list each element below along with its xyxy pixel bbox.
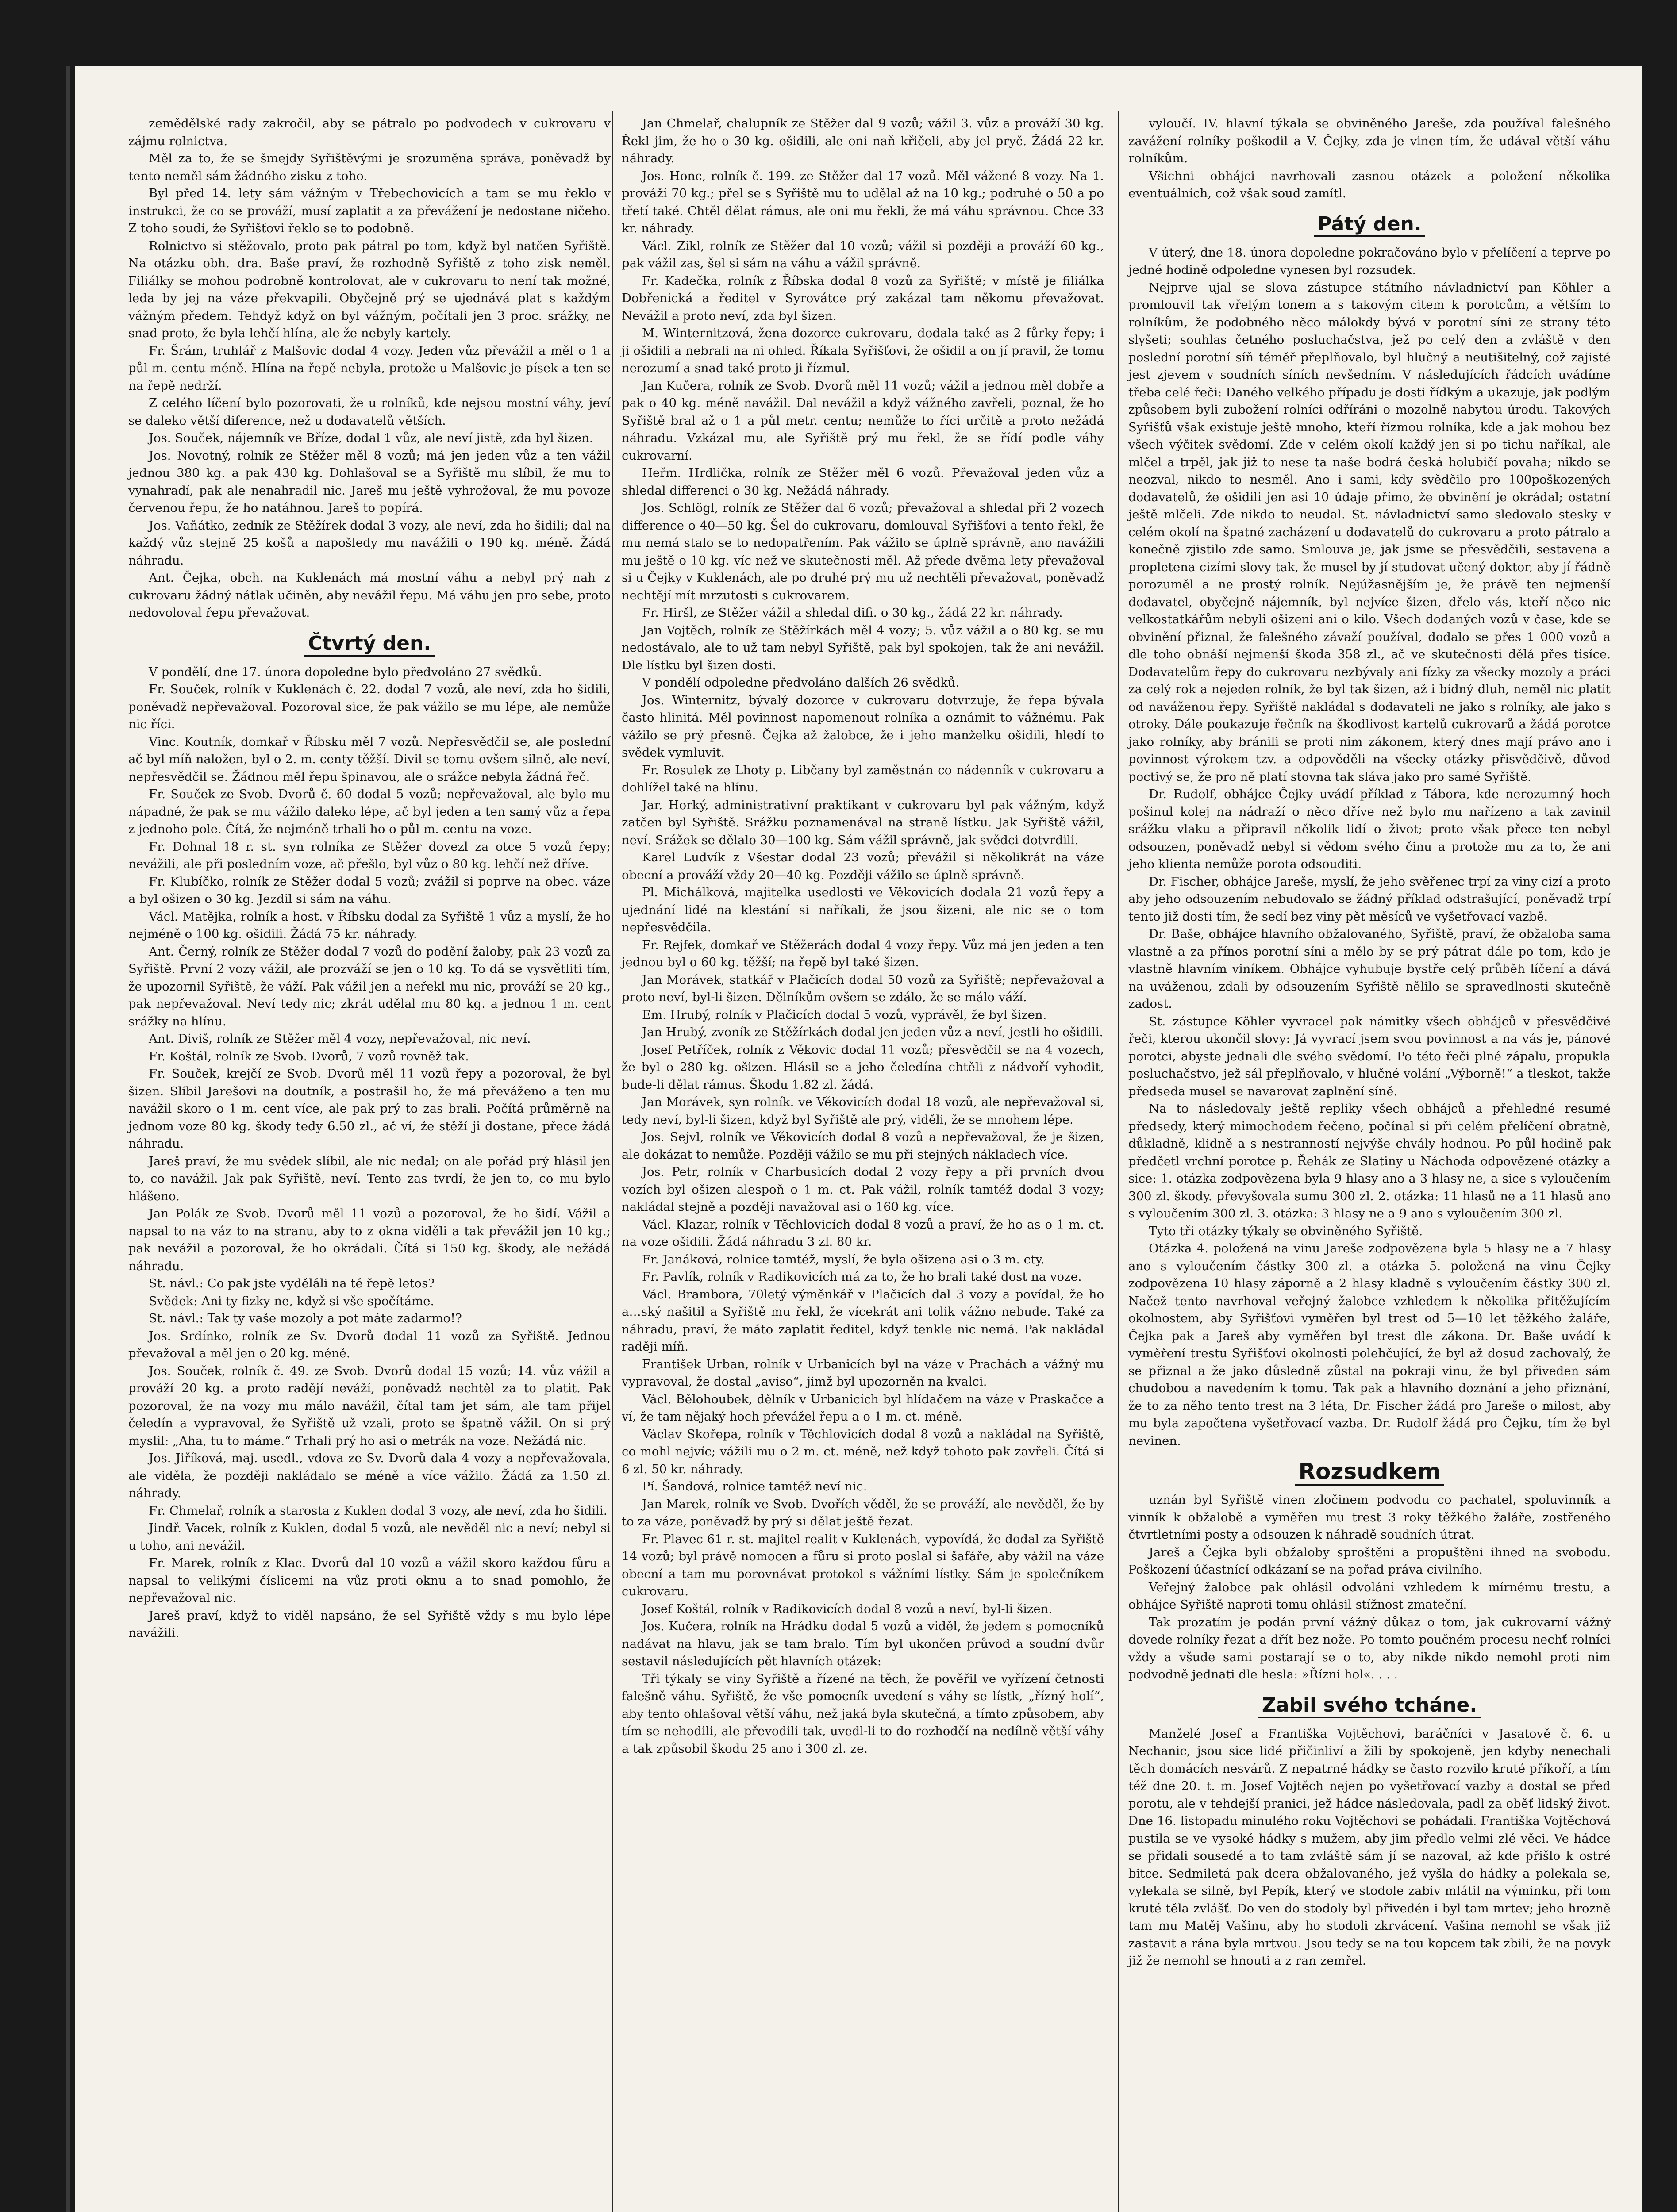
- paragraph: Fr. Chmelař, rolník a starosta z Kuklen dodal 3 vozy, ale neví, zda ho šidili.: [149, 1503, 608, 1518]
- paragraph: Fr. Janáková, rolnice tamtéž, myslí, že byla ošizena asi o 3 m. cty.: [642, 1252, 1045, 1267]
- column-rule: [612, 111, 613, 2212]
- paragraph: Vinc. Koutník, domkař v Říbsku měl 7 vozů. Nepřesvědčil se, ale poslední ač byl míň naložen, byl o 2. m. centy těžší. Divil se tomu ovšem silně, ale neví, nepřesvědčil se. Žádnou měl řepu špinavou, ale o srážce nebyla žádná řeč.: [128, 734, 611, 784]
- column-1: [128, 115, 611, 1642]
- paragraph: Nejprve ujal se slova zástupce státního návladnictví pan Köhler a promlouvil tak vřelým tonem a s takovým citem k porotcům, a větším to rolníkům, že podobného něco málokdy bývá v porotní síni ze strany této slyšeti; souhlas četného posluchačstva, jež po celý den a zvláště v den poslední porotní síň téměř přeplňovalo, byl hlučný a neutišitelný, což zajisté jest zjevem v soudních síních nevšedním. V následujících řádcích uvádíme třeba celé řeči: Daného velkého případu je dosti řídkým a ukazuje, jak podlým způsobem byli zubožení rolníci odříráni o mozolně nabytou úrodu. Takových Syřišťů však existuje ještě mnoho, kteří řízmou rolníka, kde a jak mohou bez všech výčitek svědomí. Zde v celém okolí každý jen si po tichu naříkal, ale mlčel a trpěl, jak již to nese ta naše bodrá česká holubičí povaha; nikdo se neozval, nikdo to nesměl. Ano i sami, kdy svědčilo pro 100poškozených dodavatelů, že ošidili jen asi 10 údaje přímo, že obvinění je okrádal; ostatní ještě mlčeli. Zde nikdo to neudal. St. návladnictví samo sledovalo stesky v celém okolí na špatné zacházení u dodavatelů do cukrovaru a proto pátralo a konečně zjistilo zde samo. Smlouva je, jak jsme se přesvědčili, sestavena a propletena cizími slovy tak, že musel by jí studovat učený doktor, aby jí řádně porozuměl a ne prostý rolník. Nejúžasnějším je, že právě ten nejmenší dodavatel, obyčejně nájemník, byl nejvíce šizen, dřelo vás, kteří něco nic velkostatkářům nebyli ošizeni ani o kilo. Všech dodaných vozů v čase, kde se obvinění přiznal, že falešného závaží používal, dodalo se přes 1 000 vozů a dle toho obnáší nejmenší škoda 358 zl., ač ve skutečnosti dělá přes tisíce. Dodavatelům řepy do cukrovaru nezbývaly ani fízky za všecky mozoly a práci za celý rok a nejeden rolník, že byl tak šizen, až i bídný dluh, neměl nic platit od naváženou řepy. Syřiště nakládal s dodavateli ne jako s rolníky, ale jako s otroky. Dále poukazuje řečník na škodlivost kartelů cukrovarů a žádá porotce jako rolníky, aby bránili se proti nim zákonem, který dnes mají právo ano i povinnost výrokem tzv. a odpověděli na všecky otázky přisvědčivě, důvod poctivý se, že pro ně platí stovna tak sláva jako pro samé Syřiště.: [1128, 280, 1611, 784]
- paragraph: Ant. Černý, rolník ze Stěžer dodal 7 vozů do podění žaloby, pak 23 vozů za Syřiště. První 2 vozy vážil, ale prozváží se jen o 10 kg. To dá se vysvětliti tím, že upozornil Syřiště, že váží. Pak vážil jen a neřekl mu nic, prováží se 20 kg., pak nepřevažoval. Neví tedy nic; zkrát udělal mu 80 kg. a jednou 1 m. cent srážky na hlínu.: [128, 944, 611, 1029]
- paragraph: Fr. Pavlík, rolník v Radikovicích má za to, že ho brali také dost na voze.: [642, 1270, 1082, 1284]
- paragraph: Jareš a Čejka byli obžaloby sproštěni a propuštěni ihned na svobodu. Poškození účastnící odkázaní se na pořad práva civilního.: [1128, 1545, 1611, 1577]
- paragraph: Fr. Dohnal 18 r. st. syn rolníka ze Stěžer dovezl za otce 5 vozů řepy; nevážili, ale při posledním voze, ač přešlo, byl vůz o 80 kg. lehčí než dříve.: [128, 839, 611, 871]
- paragraph: Václ. Klazar, rolník v Těchlovicích dodal 8 vozů a praví, že ho as o 1 m. ct. na voze ošidili. Žádá náhradu 3 zl. 80 kr.: [622, 1217, 1104, 1249]
- paragraph: Václ. Bělohoubek, dělník v Urbanicích byl hlídačem na váze v Praskačce a ví, že tam nějaký hoch převážel řepu a o 1 m. ct. méně.: [622, 1392, 1104, 1424]
- paragraph: Fr. Rejfek, domkař ve Stěžerách dodal 4 vozy řepy. Vůz má jen jeden a ten jednou byl o 60 kg. těžší; na řepě byl také šizen.: [622, 937, 1104, 969]
- paragraph: Václ. Matějka, rolník a host. v Říbsku dodal za Syřiště 1 vůz a myslí, že ho nejméně o 100 kg. ošidili. Žádá 75 kr. náhrady.: [128, 909, 611, 941]
- section-heading: Čtvrtý den.: [128, 632, 611, 656]
- paragraph: vyloučí. IV. hlavní týkala se obviněného Jareše, zda používal falešného zavážení rolníky poškodil a V. Čejky, zda je vinen tím, že udával větší váhu rolníkům.: [1128, 116, 1611, 165]
- column-1-text-2: [128, 664, 611, 1642]
- paragraph: Jos. Novotný, rolník ze Stěžer měl 8 vozů; má jen jeden vůz a ten vážil jednou 380 kg. a pak 430 kg. Dohlašoval se a Syřiště mu slíbil, že mu to vynahradí, pak ale nenahradil nic. Jareš mu ještě vyhrožoval, že mu povoze červenou řepu, že ho natáhnou. Jareš to popírá.: [128, 448, 611, 515]
- paragraph: Jar. Horký, administrativní praktikant v cukrovaru byl pak vážným, když zatčen byl Syřiště. Srážku poznamenával na straně lístku. Jak Syřiště vážil, neví. Srážek se dělalo 30—100 kg. Sám vážil správně, jak svědci dotvrdili.: [622, 798, 1104, 847]
- paragraph: Fr. Šrám, truhlář z Malšovic dodal 4 vozy. Jeden vůz převážil a měl o 1 a půl m. centu méně. Hlína na řepě nebyla, protože u Malšovic je písek a ten se na řepě nedrží.: [128, 343, 611, 393]
- paragraph: Tyto tři otázky týkaly se obviněného Syřiště.: [1149, 1224, 1423, 1238]
- paragraph: Dr. Baše, obhájce hlavního obžalovaného, Syřiště, praví, že obžaloba sama vlastně a za přínos porotní síni a mělo by se prý pátrat dále po tom, kdo je vlastně hlavním viníkem. Obhájce vyhubuje bystře celý průběh líčení a dává na uváženou, zdali by odsouzením Syřiště nělilo se spravedlnosti skutečně zadost.: [1128, 927, 1611, 1011]
- paragraph: Dr. Rudolf, obhájce Čejky uvádí příklad z Tábora, kde nerozumný hoch pošinul kolej na nádraží o něco dříve než bylo mu nařízeno a tak zavinil srážku vlaku a připravil několik lidí o život; proto však přece ten nebyl odsouzen, poněvadž nebyl si vědom svého činu a protože mu za to, že ani jeho klienta nemůže porota odsouditi.: [1128, 787, 1611, 871]
- page-edge: [66, 66, 70, 2212]
- paragraph: Pl. Michálková, majitelka usedlosti ve Věkovicích dodala 21 vozů řepy a ujednání lidé na klestání si naříkali, že jsou šizeni, ale nic se o tom nepřesvědčila.: [622, 885, 1104, 934]
- paragraph: Jan Hrubý, zvoník ze Stěžírkách dodal jen jeden vůz a neví, jestli ho ošidili.: [642, 1025, 1104, 1039]
- column-1-text: [128, 115, 611, 622]
- paragraph: Rolnictvo si stěžovalo, proto pak pátral po tom, když byl natčen Syřiště. Na otázku obh. dra. Baše praví, že rozhodně Syřiště z toho zisk neměl. Filiálky se mohou podrobně kontrolovat, ale v cukrovaru to není tak možné, leda by jej na váze překvapili. Obyčejně prý se ujednává plat s každým vážným předem. Tehdyž když on byl vážným, počítali jen 3 proc. srážky, ne snad proto, že byla lehčí hlína, ale že nebyly kartely.: [128, 238, 611, 340]
- article-heading: Zabil svého tcháne.: [1128, 1694, 1611, 1717]
- paragraph: St. návl.: Co pak jste vyděláli na té řepě letos?: [149, 1276, 435, 1290]
- paragraph: Fr. Souček, rolník v Kuklenách č. 22. dodal 7 vozů, ale neví, zda ho šidili, poněvadž nepřevažoval. Pozoroval sice, že pak vážilo se mu lépe, ale nemůže nic říci.: [128, 682, 611, 731]
- paragraph: Veřejný žalobce pak ohlásil odvolání vzhledem k mírnému trestu, a obhájce Syřiště naproti tomu ohlásil stížnost zmateční.: [1128, 1580, 1611, 1612]
- paragraph: Z celého líčení bylo pozorovati, že u rolníků, kde nejsou mostní váhy, jeví se daleko větší diference, než u dodavatelů větších.: [128, 396, 611, 428]
- paragraph: St. zástupce Köhler vyvracel pak námitky všech obhájců v přesvědčivé řeči, kterou ukončil slovy: Já vyvrací jsem svou povinnost a na vás je, pánové porotci, abyste jednali dle svého svědomí. Po této řeči plné zápalu, propukla posluchačstvo, jež sál přeplňovalo, v hlučné volání „Výborně!“ a tleskot, takže předseda musel se navarovat zaplnění síně.: [1128, 1014, 1611, 1098]
- paragraph: Jos. Winternitz, bývalý dozorce v cukrovaru dotvrzuje, že řepa bývala často hlinitá. Měl povinnost napomenout rolníka a oznámit to vážnému. Pak vážilo se prý přesně. Čejka až žalobce, že i jeho manželku ošidili, hledí to svědek vymluvit.: [622, 693, 1104, 760]
- paragraph: Fr. Souček, krejčí ze Svob. Dvorů měl 11 vozů řepy a pozoroval, že byl šizen. Slíbil Jarešovi na doutník, a postrašil ho, že má převáženo a ten mu navážil skoro o 1 m. cent více, ale pak prý to zas brali. Počítá průměrně na jednom voze 80 kg. škody tedy 6.50 zl., ač ví, že stěží ji dostane, přece žádá náhradu.: [128, 1067, 611, 1151]
- column-2: [622, 115, 1104, 1758]
- paragraph: M. Winternitzová, žena dozorce cukrovaru, dodala také as 2 fůrky řepy; i ji ošidili a nebrali na ni ohled. Říkala Syřišťovi, že ošidil a on jí pravil, že tomu nerozumí a snad také proto ji řízmul.: [622, 326, 1104, 375]
- paragraph: Fr. Marek, rolník z Klac. Dvorů dal 10 vozů a vážil skoro každou fůru a napsal to velikými číslicemi na vůz proti oknu a to snad pomohlo, že nepřevažoval nic.: [128, 1556, 611, 1605]
- paragraph: Tři týkaly se viny Syřiště a řízené na těch, že pověřil ve vyřízení četnosti falešně váhu. Syřiště, že vše pomocník uvedení s váhy se lístk, „řízný holí“, aby tento ohlašoval větší váhu, než jaká byla skutečná, a tímto způsobem, aby tím se nehodili, ale převodili tak, uvedl-li to do rozhodčí na nedílně větší váhy a tak způsobil škodu 25 ano i 300 zl. ze.: [622, 1671, 1104, 1756]
- paragraph: Byl před 14. lety sám vážným v Třebechovicích a tam se mu řeklo v instrukci, že co se prováží, musí zaplatit a za převážení je nedostane ničeho. Z toho soudí, že Syřišťovi řeklo se to podobně.: [128, 186, 611, 235]
- paragraph: Fr. Kadečka, rolník z Říbska dodal 8 vozů za Syřiště; v místě je filiálka Dobřenická a ředitel v Syrovátce prý zakázal tam někomu převažovat. Nevážil a proto neví, zda byl šizen.: [622, 273, 1104, 323]
- paragraph: Ant. Diviš, rolník ze Stěžer měl 4 vozy, nepřevažoval, nic neví.: [149, 1032, 531, 1046]
- paragraph: zemědělské rady zakročil, aby se pátralo po podvodech v cukrovaru v zájmu rolnictva.: [128, 116, 611, 148]
- paragraph: Jan Marek, rolník ve Svob. Dvořích věděl, že se prováží, ale nevěděl, že by to za váze, poněvadž by prý si dělat ještě řezat.: [622, 1497, 1104, 1528]
- paragraph: Fr. Hiršl, ze Stěžer vážil a shledal difi. o 30 kg., žádá 22 kr. náhrady.: [642, 606, 1063, 620]
- column-rule: [1118, 111, 1119, 2212]
- paragraph: V pondělí odpoledne předvoláno dalších 26 svědků.: [642, 676, 960, 690]
- paragraph: Jos. Honc, rolník č. 199. ze Stěžer dal 17 vozů. Měl vážené 8 vozy. Na 1. prováží 70 kg.; přel se s Syřiště mu to udělal až na 10 kg.; podruhé o 50 a po třetí také. Chtěl dělat rámus, ale oni mu řekli, že má váhu správnou. Chce 33 kr. náhrady.: [622, 169, 1104, 235]
- column-3-text-4: [1128, 1725, 1611, 1970]
- paragraph: Jareš praví, že mu svědek slíbil, ale nic nedal; on ale pořád prý hlásil jen to, co navážil. Jak pak Syřiště, neví. Tento zas tvrdí, že jen to, co mu bylo hlášeno.: [128, 1154, 611, 1203]
- paragraph: Otázka 4. položená na vinu Jareše zodpovězena byla 5 hlasy ne a 7 hlasy ano s vyloučením částky 300 zl. a otázka 5. položená na vinu Čejky zodpovězena 10 hlasy záporně a 2 hlasy kladně s vyloučením částky 300 zl. Načež tento navrhoval veřejný žalobce vzhledem k několika přitěžujícím okolnostem, aby Syřišťovi vyměřen byl trest od 5—10 let těžkého žaláře, Čejka pak a Jareš aby vyměřen byl trest dle zákona. Dr. Baše uvádí k vyměření trestu Syřišťovi okolnosti polehčující, že byl až dosud zachovalý, že se přiznal a že jako důsledně zůstal na pokraji vinu, že byl přiveden sám chudobou a navedením k tomu. Tak pak a hlavního doznání a jeho přiznání, že to za něho tento trest na 3 léta, Dr. Fischer žádá pro Jareše o milost, aby mu byla započtena vyšetřovací vazba. Dr. Rudolf žádá pro Čejku, tím že byl nevinen.: [1128, 1241, 1611, 1448]
- paragraph: Fr. Plavec 61 r. st. majitel realit v Kuklenách, vypovídá, že dodal za Syřiště 14 vozů; byl právě nomocen a fůru si proto poslal si šafáře, aby vážil na váze obecní a tam mu porovnávat protokol s vážními lístky. Sám je společníkem cukrovaru.: [622, 1532, 1104, 1598]
- paragraph: Václav Skořepa, rolník v Těchlovicích dodal 8 vozů a nakládal na Syřiště, co mohl nejvíc; vážili mu o 2 m. ct. méně, než když tohoto pak zavřeli. Čítá si 6 zl. 50 kr. náhrady.: [622, 1427, 1104, 1476]
- paragraph: Jan Kučera, rolník ze Svob. Dvorů měl 11 vozů; vážil a jednou měl dobře a pak o 40 kg. méně navážil. Dal nevážil a když vážného zavřeli, poznal, že ho Syřiště bral až o 1 a půl metr. centu; nemůže to říci určitě a proto nežádá náhradu. Vzkázal mu, ale Syřiště prý mu řekl, že se řídí podle váhy cukrovarní.: [622, 378, 1104, 463]
- paragraph: Em. Hrubý, rolník v Plačicích dodal 5 vozů, vyprávěl, že byl šizen.: [642, 1007, 1047, 1022]
- paragraph: Jos. Jiříková, maj. usedl., vdova ze Sv. Dvorů dala 4 vozy a nepřevažovala, ale viděla, že později nakládalo se méně a více vážilo. Žádá za 1.50 zl. náhrady.: [128, 1451, 611, 1500]
- paragraph: Ant. Čejka, obch. na Kuklenách má mostní váhu a nebyl prý nah z cukrovaru žádný nátlak učiněn, aby nevážil řepu. Má váhu jen pro sebe, proto nedovoloval řepu převažovat.: [128, 571, 611, 620]
- paragraph: Všichni obhájci navrhovali zasnou otázek a položení několika eventuálních, což však soud zamítl.: [1128, 169, 1611, 200]
- paragraph: Jos. Sejvl, rolník ve Věkovicích dodal 8 vozů a nepřevažoval, že je šizen, ale dokázat to nemůže. Později vážilo se mu při stejných nákladech více.: [622, 1130, 1104, 1162]
- paragraph: uznán byl Syřiště vinen zločinem podvodu co pachatel, spoluvinník a vinník k obžalobě a vyměřen mu trest 3 roky těžkého žaláře, zostřeného čtvrtletními posty a odsouzen k náhradě soudních útrat.: [1128, 1493, 1611, 1542]
- paragraph: Jan Morávek, statkář v Plačicích dodal 50 vozů za Syřiště; nepřevažoval a proto neví, byl-li šizen. Dělníkům ovšem se zdálo, že se málo váží.: [622, 972, 1104, 1004]
- paragraph: Jan Morávek, syn rolník. ve Věkovicích dodal 18 vozů, ale nepřevažoval si, tedy neví, byl-li šizen, když byl Syřiště ale prý, viděli, že se mnohem lépe.: [622, 1095, 1104, 1127]
- paragraph: Svědek: Ani ty fizky ne, když si vše spočítáme.: [149, 1294, 435, 1308]
- paragraph: Na to následovaly ještě repliky všech obhájců a přehledné resumé předsedy, který mimochodem řečeno, počínal si při celém přelíčení obratně, důkladně, klidně a s nestranností nejvýše chvály hodnou. Po půl hodině pak předčetl vrchní porotce p. Řehák ze Slatiny u Náchoda odpovězené otázky a sice: 1. otázka zodpovězena byla 9 hlasy ano a 3 hlasy ne, a sice s vyloučením 300 zl. škody. převyšovala sumu 300 zl. 2. otázka: 11 hlasů ne a 11 hlasů ano s vyloučením 300 zl. 3. otázka: 3 hlasy ne a 9 ano s vyloučením 300 zl.: [1128, 1102, 1611, 1221]
- paragraph: Fr. Souček ze Svob. Dvorů č. 60 dodal 5 vozů; nepřevažoval, ale bylo mu nápadné, že pak se mu vážilo daleko lépe, ač byl jeden a ten samý vůz a řepa z jednoho pole. Čítá, že nejméně trhali ho o půl m. centu na voze.: [128, 787, 611, 836]
- paragraph: Jindř. Vacek, rolník z Kuklen, dodal 5 vozů, ale nevěděl nic a neví; nebyl si u toho, ani nevážil.: [128, 1521, 611, 1553]
- paragraph: Josef Petříček, rolník z Věkovic dodal 11 vozů; přesvědčil se na 4 vozech, že byl o 280 kg. ošizen. Hlásil se a jeho čeledína chtěli z nádvoří vyhodit, bude-li dělat rámus. Škodu 1.82 zl. žádá.: [622, 1042, 1104, 1092]
- column-3: [1128, 115, 1611, 1970]
- paragraph: Václ. Zikl, rolník ze Stěžer dal 10 vozů; vážil si později a prováží 60 kg., pak vážil zas, šel si sám na váhu a vážil správně.: [622, 238, 1104, 270]
- paragraph: Jos. Petr, rolník v Charbusicích dodal 2 vozy řepy a při prvních dvou vozích byl ošizen alespoň o 1 m. ct. Pak vážil, rolník tamtéž dodal 3 vozy; nakládal stejně a později navažoval asi o 160 kg. více.: [622, 1165, 1104, 1214]
- column-2-text: [622, 115, 1104, 1758]
- paragraph: František Urban, rolník v Urbanicích byl na váze v Prachách a vážný mu vypravoval, že dostal „aviso“, jimž byl upozorněn na kvalci.: [622, 1357, 1104, 1389]
- column-3-text-3: [1128, 1491, 1611, 1684]
- paragraph: Fr. Koštál, rolník ze Svob. Dvorů, 7 vozů rovněž tak.: [149, 1049, 469, 1064]
- paragraph: Heřm. Hrdlička, rolník ze Stěžer měl 6 vozů. Převažoval jeden vůz a shledal differenci o 30 kg. Nežádá náhrady.: [622, 466, 1104, 498]
- paragraph: Jos. Schlögl, rolník ze Stěžer dal 6 vozů; převažoval a shledal při 2 vozech difference o 40—50 kg. Šel do cukrovaru, domlouval Syřišťovi a tento řekl, že mu nemá stalo se to nedopatřením. Pak vážilo se úplně správně, ano navážili mu ještě o 10 kg. víc než ve skutečnosti měl. Až přede dvěma lety převažoval si u Čejky v Kuklenách, ale po druhé prý mu už nechtěli převažovat, poněvadž nechtějí mít mrzutosti s cukrovarem.: [622, 501, 1104, 603]
- paragraph: Václ. Brambora, 70letý výměnkář v Plačicích dal 3 vozy a povídal, že ho a…ský našitil a Syřiště mu řekl, že vícekrát ani tolik vážno nebude. Také za náhradu, praví, že máto zaplatit ředitel, když tenkle nic nemá. Pak nakládal raději míň.: [622, 1287, 1104, 1354]
- paragraph: St. návl.: Tak ty vaše mozoly a pot máte zadarmo!?: [149, 1311, 462, 1325]
- paragraph: Jan Vojtěch, rolník ze Stěžírkách měl 4 vozy; 5. vůz vážil a o 80 kg. se mu nedostávalo, ale to už tam nebyl Syřiště, pak byl spokojen, tak že ani nevážil. Dle lístku byl šizen dosti.: [622, 623, 1104, 672]
- paragraph: Fr. Klubíčko, rolník ze Stěžer dodal 5 vozů; zvážil si poprve na obec. váze a byl ošizen o 30 kg. Jezdil si sám na váhu.: [128, 874, 611, 906]
- paragraph: Jos. Srdínko, rolník ze Sv. Dvorů dodal 11 vozů za Syřiště. Jednou převažoval a měl jen o 20 kg. méně.: [128, 1329, 611, 1360]
- section-heading: Pátý den.: [1128, 212, 1611, 236]
- paragraph: Jan Chmelař, chalupník ze Stěžer dal 9 vozů; vážil 3. vůz a prováží 30 kg. Řekl jim, že ho o 30 kg. ošidili, ale oni naň křičeli, aby jel pryč. Žádá 22 kr. náhrady.: [622, 116, 1104, 165]
- paragraph: Jos. Vaňátko, zedník ze Stěžírek dodal 3 vozy, ale neví, zda ho šidili; dal na každý vůz stejně 25 košů a napošledy mu navážili o 190 kg. méně. Žádá náhradu.: [128, 518, 611, 568]
- paragraph: Jan Polák ze Svob. Dvorů měl 11 vozů a pozoroval, že ho šidí. Vážil a napsal to na váz to na stranu, aby to z okna viděli a tak převážil jen 10 kg.; pak nevážil a pozoroval, že ho okrádali. Čítá si 150 kg. škody, ale nežádá náhradu.: [128, 1206, 611, 1273]
- paragraph: Fr. Rosulek ze Lhoty p. Libčany byl zaměstnán co nádenník v cukrovaru a dohlížel také na hlínu.: [622, 763, 1104, 795]
- paragraph: Jos. Souček, rolník č. 49. ze Svob. Dvorů dodal 15 vozů; 14. vůz vážil a prováží 20 kg. a proto radějí neváží, poněvadž nechtěl za to platit. Pak pozoroval, že na vozy mu málo navážil, čítal tam jet sám, ale tam přijel čeledín a vypravoval, že Syřiště už vzali, proto se špatně vážil. On si prý myslil: „Aha, tu to máme.“ Trhali prý ho asi o metrák na voze. Nežádá nic.: [128, 1363, 611, 1448]
- paragraph: Karel Ludvík z Všestar dodal 23 vozů; převážil si několikrát na váze obecní a prováží vždy 20—40 kg. Později vážilo se úplně správně.: [622, 850, 1104, 882]
- paragraph: Jos. Souček, nájemník ve Bříze, dodal 1 vůz, ale neví jistě, zda byl šizen.: [149, 431, 593, 445]
- paragraph: Manželé Josef a Františka Vojtěchovi, baráčníci v Jasatově č. 6. u Nechanic, jsou sice lidé přičinliví a žili by spokojeně, jen kdyby nenechali těch domácích nesvárů. Z nepatrné hádky se často rozvilo kruté příkoří, a tím též dne 20. t. m. Josef Vojtěch nejen po vyšetřovací vazby a dostal se před porotu, ale v tehdejší pranici, jež hádce následovala, padl za oběť lidský život. Dne 16. listopadu minulého roku Vojtěchovi se pohádali. Františka Vojtěchová pustila se ve vysoké hádky s mužem, aby jim předlo velmi zlé věci. Ve hádce se přidali sousedé a to tam zvláště sám jí se nazoval, až kde přišlo k ostré bitce. Sedmiletá pak dcera obžalovaného, jež vyšla do hádky a polekala se, vylekala se silně, byl Pepík, který ve stodole zabiv mlátil na výminku, při tom kruté těla zvlášť. Do ven do stodoly byl přivedén i byl tam mrtev; jeho hrozně tam mu Matěj Vašinu, aby ho stodoli zkrvácení. Vašina nemohl se však již zastavit a rána byla mrtvou. Jsou tedy se na tou kopcem tak zbili, že na povyk již že nemohl se hnouti a z ran zemřel.: [1128, 1726, 1611, 1968]
- paragraph: Jareš praví, když to viděl napsáno, že sel Syřiště vždy s mu bylo lépe navážili.: [128, 1608, 611, 1640]
- paragraph: Měl za to, že se šmejdy Syřištěvými je srozuměna správa, poněvadž by tento neměl sám žádného zisku z toho.: [128, 151, 611, 183]
- verdict-heading: Rozsudkem: [1128, 1459, 1611, 1483]
- paragraph: V úterý, dne 18. února dopoledne pokračováno bylo v přelíčení a teprve po jedné hodině odpoledne vynesen byl rozsudek.: [1128, 245, 1611, 277]
- paragraph: Jos. Kučera, rolník na Hrádku dodal 5 vozů a viděl, že jedem s pomocníků nadávat na hlavu, jak se tam bralo. Tím byl ukončen průvod a soudní dvůr sestavil následujících pět hlavních otázek:: [622, 1619, 1104, 1668]
- column-3-text: [1128, 115, 1611, 203]
- column-3-text-2: [1128, 244, 1611, 1450]
- paragraph: V pondělí, dne 17. února dopoledne bylo předvoláno 27 svědků.: [149, 664, 542, 679]
- newspaper-page: [75, 66, 1642, 2212]
- paragraph: Dr. Fischer, obhájce Jareše, myslí, že jeho svěřenec trpí za viny cizí a proto aby jeho odsouzením nebudovalo se žádný příklad odstrašující, poněvadž trpí tento již dosti tím, že sedí bez viny pět měsíců ve vyšetřovací vazbě.: [1128, 874, 1611, 924]
- paragraph: Josef Koštál, rolník v Radikovicích dodal 8 vozů a neví, byl-li šizen.: [642, 1601, 1053, 1616]
- paragraph: Pí. Šandová, rolnice tamtéž neví nic.: [642, 1479, 867, 1494]
- paragraph: Tak prozatím je podán první vážný důkaz o tom, jak cukrovarní vážný dovede rolníky řezat a dřít bez nože. Po tomto poučném procesu nechť rolníci vždy a všude sami postarají se o to, aby nikde nikdo nemohl proti nim podvodně jednati dle hesla: »Řízni hol«. . . .: [1128, 1615, 1611, 1682]
